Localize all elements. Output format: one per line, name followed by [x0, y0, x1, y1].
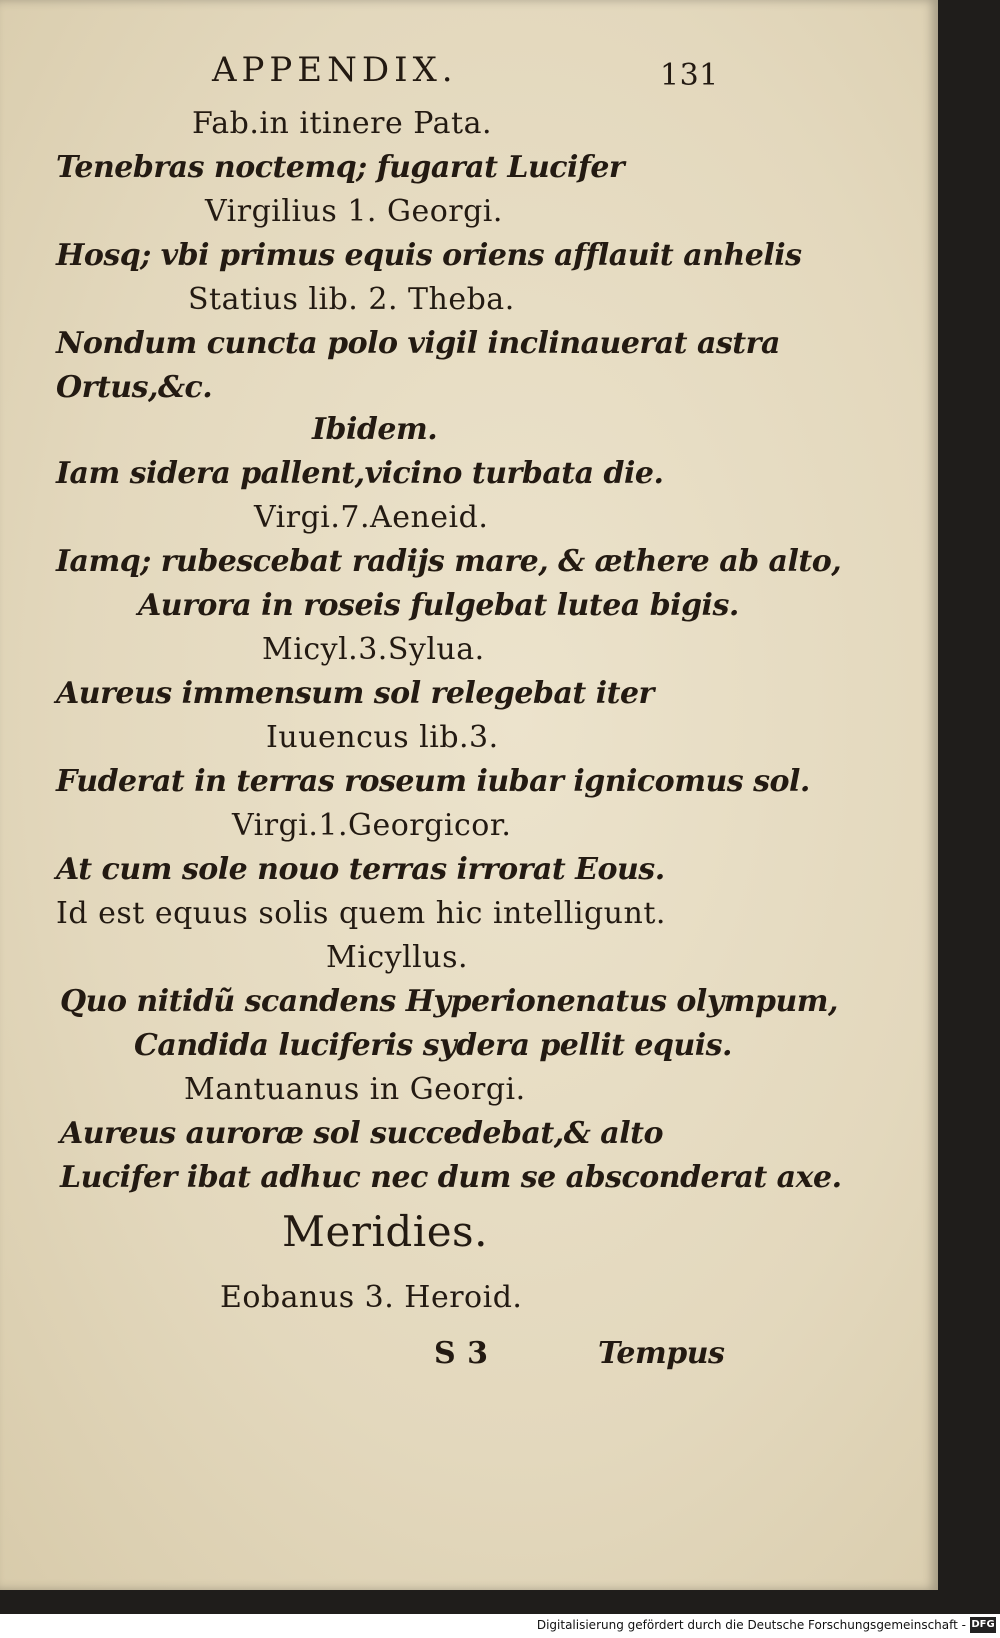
text-line: Statius lib. 2. Theba.: [188, 282, 515, 317]
text-line: Iuuencus lib.3.: [266, 720, 499, 755]
text-line: Micyllus.: [326, 940, 469, 975]
text-line: Virgilius 1. Georgi.: [205, 194, 503, 229]
text-line: Hosq; vbi primus equis oriens afflauit anhelis: [56, 238, 802, 273]
text-line: Virgi.1.Georgicor.: [232, 808, 512, 843]
text-line: Aureus auroræ sol succedebat,& alto: [60, 1116, 663, 1151]
text-line: Virgi.7.Aeneid.: [254, 500, 489, 535]
text-line: Id est equus solis quem hic intelligunt.: [56, 896, 666, 931]
text-line: Aurora in roseis fulgebat lutea bigis.: [138, 588, 739, 623]
folio-number: 131: [660, 58, 719, 93]
signature-mark: S 3: [434, 1336, 489, 1371]
text-line: Micyl.3.Sylua.: [262, 632, 485, 667]
text-line: Iamq; rubescebat radijs mare, & æthere ab alto,: [56, 544, 842, 579]
running-title: APPENDIX.: [212, 50, 458, 90]
source-line: Eobanus 3. Heroid.: [220, 1280, 523, 1315]
digitization-footer: [0, 1614, 1000, 1638]
text-line: Quo nitidũ scandens Hyperionenatus olympum,: [60, 984, 838, 1019]
text-line: Candida luciferis sydera pellit equis.: [134, 1028, 732, 1063]
text-line: Aureus immensum sol relegebat iter: [56, 676, 654, 711]
text-line: Nondum cuncta polo vigil inclinauerat astra: [56, 326, 780, 361]
dfg-logo: DFG: [970, 1617, 996, 1633]
section-heading: Meridies.: [282, 1207, 488, 1256]
text-line: Ortus,&c.: [56, 370, 213, 405]
text-line: Tenebras noctemq; fugarat Lucifer: [56, 150, 625, 185]
text-line: At cum sole nouo terras irrorat Eous.: [56, 852, 665, 887]
text-line: Ibidem.: [312, 412, 438, 447]
text-line: Lucifer ibat adhuc nec dum se absconderat axe.: [60, 1160, 842, 1195]
catchword: Tempus: [598, 1336, 725, 1371]
text-line: Iam sidera pallent,vicino turbata die.: [56, 456, 664, 491]
footer-credit: Digitalisierung gefördert durch die Deutsche Forschungsgemeinschaft -: [536, 1618, 966, 1632]
text-line: Mantuanus in Georgi.: [184, 1072, 526, 1107]
text-line: Fab.in itinere Pata.: [192, 106, 493, 141]
text-line: Fuderat in terras roseum iubar ignicomus sol.: [56, 764, 810, 799]
